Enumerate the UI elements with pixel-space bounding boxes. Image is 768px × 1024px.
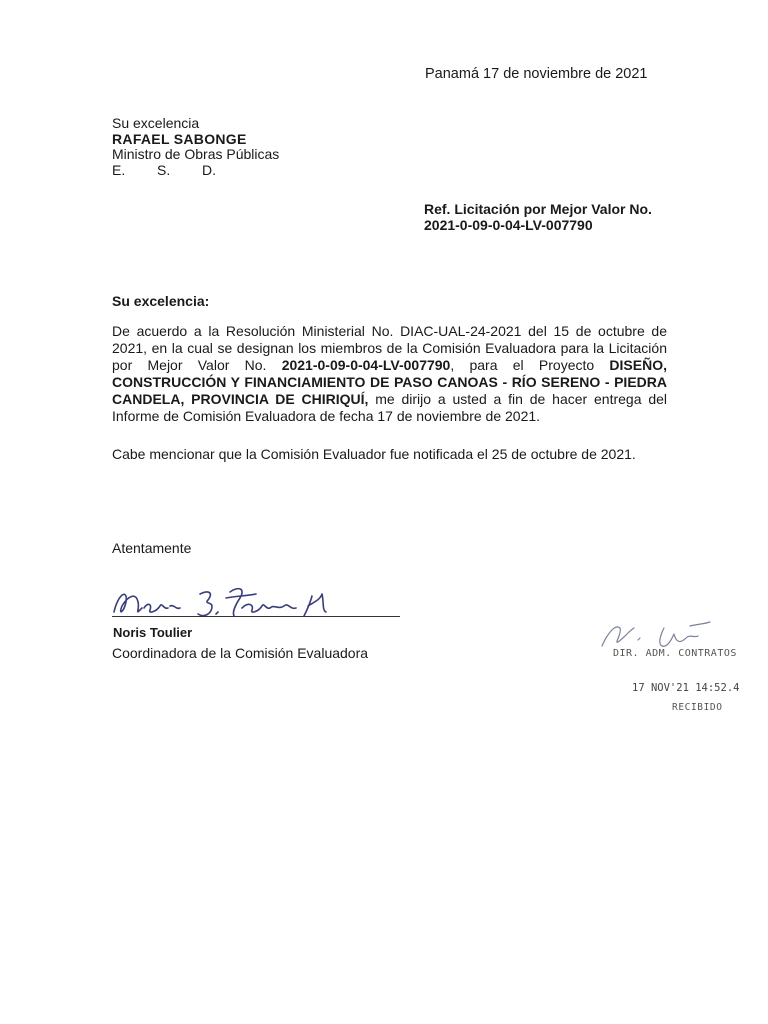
body-paragraph-2: Cabe mencionar que la Comisión Evaluador fue notificada el 25 de octubre de 2021. bbox=[112, 446, 636, 462]
recipient-position: Ministro de Obras Públicas bbox=[112, 146, 280, 162]
body-text-part-2: , para el Proyecto bbox=[450, 357, 610, 373]
stamp-department: DIR. ADM. CONTRATOS bbox=[613, 648, 737, 659]
reference-line-2: 2021-0-09-0-04-LV-007790 bbox=[424, 216, 593, 233]
recipient-name: RAFAEL SABONGE bbox=[112, 130, 247, 147]
esd-s: S. bbox=[157, 161, 171, 178]
recipient-block bbox=[112, 116, 279, 178]
body-bold-reference: 2021-0-09-0-04-LV-007790 bbox=[281, 357, 451, 373]
signer-title: Coordinadora de la Comisión Evaluadora bbox=[112, 645, 369, 661]
recipient-salutation-title: Su excelencia bbox=[112, 115, 200, 131]
reference-line-1: Ref. Licitación por Mejor Valor No. bbox=[424, 201, 652, 217]
body-bold-project: DISEÑO, CONSTRUCCIÓN Y FINANCIAMIENTO DE PASO CANOAS - RÍO SERENO - PIEDRA CANDELA, PROVINCIA DE CHIRIQUÍ, bbox=[112, 357, 667, 407]
body-paragraph-1 bbox=[112, 323, 667, 425]
letter-date: Panamá 17 de noviembre de 2021 bbox=[425, 66, 648, 82]
stamp-timestamp: 17 NOV'21 14:52.4 bbox=[632, 682, 740, 694]
body-text-part-1: De acuerdo a la Resolución Ministerial No. DIAC-UAL-24-2021 del 15 de octubre de 2021, en la cual se designan los miembros de la Comisión Evaluadora para la Licitación por Mejor Valor No. bbox=[112, 323, 667, 373]
body-text-part-3: me dirijo a usted a fin de hacer entrega del Informe de Comisión Evaluadora de fecha 17 de noviembre de 2021. bbox=[112, 391, 667, 424]
stamp-received: RECIBIDO bbox=[672, 702, 723, 713]
signer-name: Noris Toulier bbox=[113, 625, 193, 640]
greeting: Su excelencia: bbox=[112, 293, 210, 309]
stamp-handwritten-initials bbox=[594, 616, 724, 652]
esd-e: E. bbox=[112, 161, 126, 178]
recipient-esd bbox=[112, 163, 279, 179]
reference-block bbox=[424, 202, 652, 233]
closing: Atentamente bbox=[112, 540, 192, 556]
handwritten-signature bbox=[108, 582, 358, 624]
signature-line bbox=[112, 616, 400, 617]
esd-d: D. bbox=[202, 161, 216, 178]
